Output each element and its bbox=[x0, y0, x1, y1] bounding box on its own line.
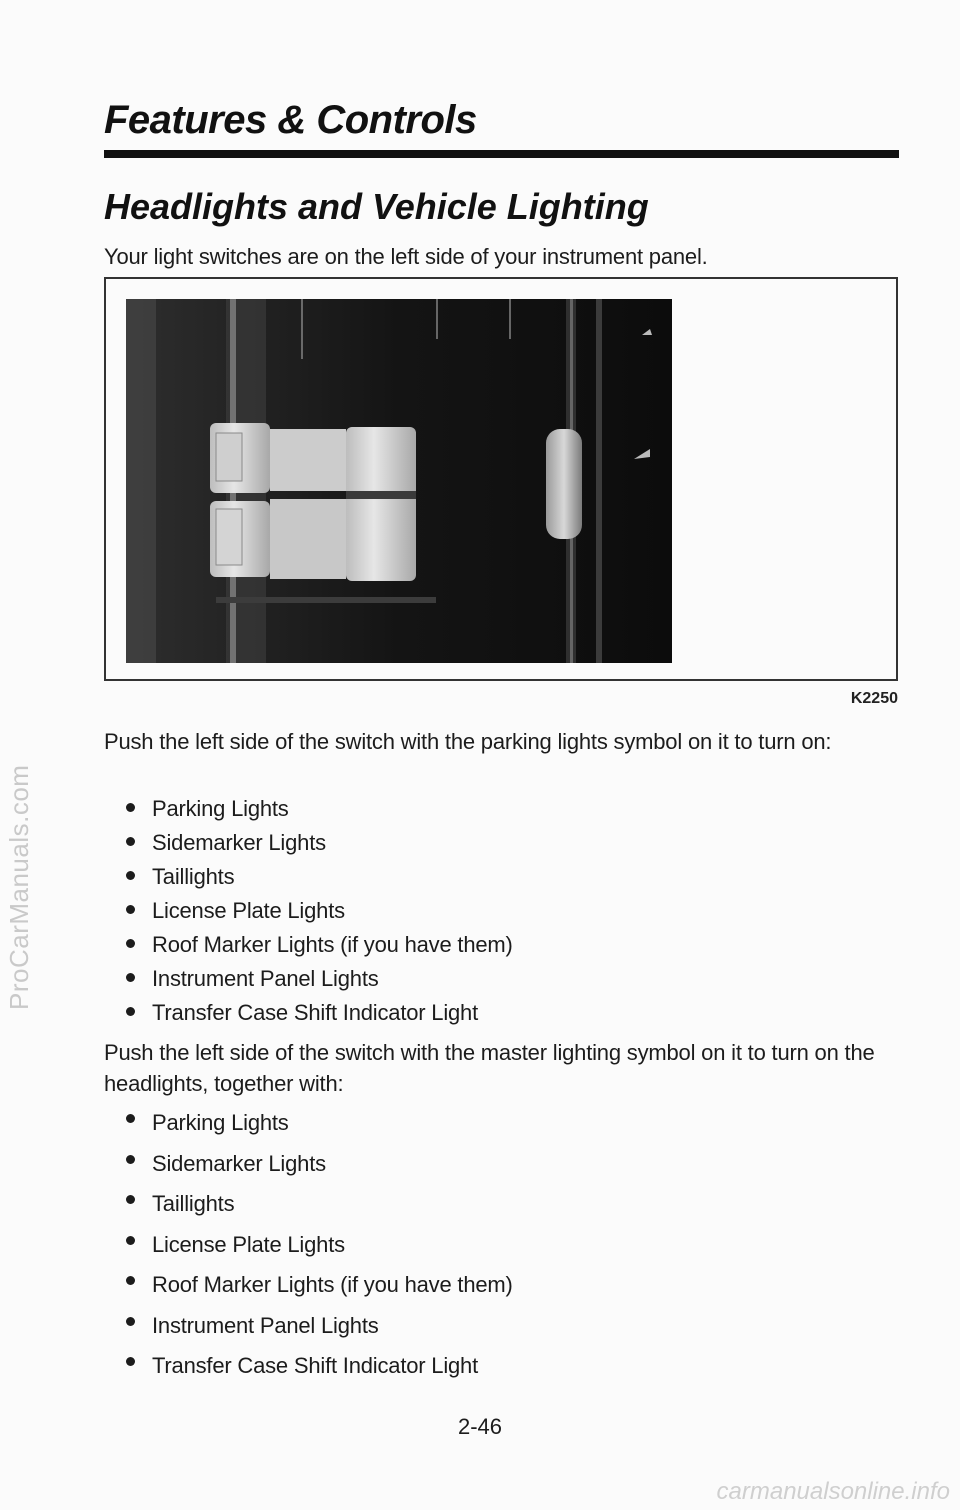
paragraph-parking-lights: Push the left side of the switch with the parking lights symbol on it to turn on: bbox=[104, 729, 832, 754]
section-header: Features & Controls bbox=[104, 98, 477, 142]
list-item: License Plate Lights bbox=[126, 894, 513, 928]
light-switch-photo bbox=[126, 299, 672, 663]
list-item: Taillights bbox=[126, 1184, 513, 1225]
list-item: Instrument Panel Lights bbox=[126, 1306, 513, 1347]
list-item: Roof Marker Lights (if you have them) bbox=[126, 1265, 513, 1306]
list-item: Taillights bbox=[126, 860, 513, 894]
page-title: Headlights and Vehicle Lighting bbox=[104, 186, 649, 227]
page-number: 2-46 bbox=[457, 1414, 503, 1439]
list-item: Parking Lights bbox=[126, 792, 513, 826]
paragraph-headlights: Push the left side of the switch with the master lighting symbol on it to turn on the headlights, together with: bbox=[104, 1040, 875, 1096]
header-rule bbox=[104, 150, 899, 158]
parking-lights-list bbox=[126, 792, 513, 1030]
intro-text: Your light switches are on the left side of your instrument panel. bbox=[104, 244, 708, 269]
list-item: License Plate Lights bbox=[126, 1225, 513, 1266]
footer-watermark: carmanualsonline.info bbox=[716, 1478, 950, 1505]
list-item: Parking Lights bbox=[126, 1103, 513, 1144]
list-item: Roof Marker Lights (if you have them) bbox=[126, 928, 513, 962]
headlights-list bbox=[126, 1103, 513, 1387]
list-item: Sidemarker Lights bbox=[126, 826, 513, 860]
figure-code: K2250 bbox=[850, 690, 898, 707]
list-item: Sidemarker Lights bbox=[126, 1144, 513, 1185]
list-item: Instrument Panel Lights bbox=[126, 962, 513, 996]
list-item: Transfer Case Shift Indicator Light bbox=[126, 1346, 513, 1387]
figure-frame bbox=[104, 277, 898, 681]
list-item: Transfer Case Shift Indicator Light bbox=[126, 996, 513, 1030]
side-watermark: ProCarManuals.com bbox=[4, 764, 34, 1010]
